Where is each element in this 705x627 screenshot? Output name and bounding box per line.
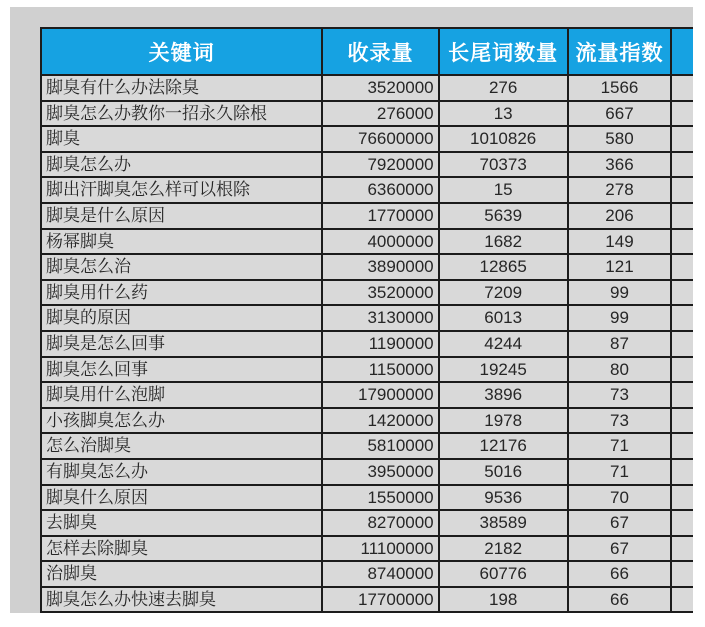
cell-index-volume[interactable]: 1770000 [322,203,438,229]
keyword-table-wrap [40,27,693,617]
cell-index-volume[interactable]: 4000000 [322,229,438,255]
cell-keyword[interactable]: 脚臭的原因 [41,305,322,331]
cell-keyword[interactable]: 脚臭怎么办快速去脚臭 [41,587,322,613]
cell-partial [671,587,693,613]
cell-partial [671,101,693,127]
cell-traffic-index[interactable]: 87 [568,331,672,357]
cell-index-volume[interactable]: 276000 [322,101,438,127]
cell-longtail-count[interactable]: 12176 [439,433,568,459]
cell-partial [671,561,693,587]
cell-index-volume[interactable]: 3520000 [322,75,438,101]
table-row [41,536,693,562]
table-row [41,280,693,306]
cell-traffic-index[interactable]: 71 [568,433,672,459]
cell-keyword[interactable]: 去脚臭 [41,510,322,536]
cell-index-volume[interactable]: 6360000 [322,177,438,203]
cell-traffic-index[interactable]: 67 [568,536,672,562]
cell-keyword[interactable]: 有脚臭怎么办 [41,459,322,485]
cell-keyword[interactable]: 脚臭用什么泡脚 [41,382,322,408]
cell-traffic-index[interactable]: 99 [568,305,672,331]
cell-longtail-count[interactable]: 276 [439,75,568,101]
cell-keyword[interactable]: 怎样去除脚臭 [41,536,322,562]
cell-keyword[interactable]: 脚臭什么原因 [41,485,322,511]
cell-traffic-index[interactable]: 1566 [568,75,672,101]
cell-longtail-count[interactable]: 4244 [439,331,568,357]
cell-longtail-count[interactable]: 1010826 [439,126,568,152]
header-cell-traffic-index[interactable]: 流量指数 [568,28,672,75]
cell-keyword[interactable]: 脚臭怎么回事 [41,357,322,383]
cell-longtail-count[interactable]: 1978 [439,408,568,434]
cell-longtail-count[interactable]: 2182 [439,536,568,562]
cell-longtail-count[interactable]: 5639 [439,203,568,229]
header-cell-partial [671,28,693,75]
table-row [41,203,693,229]
cell-partial [671,126,693,152]
cell-partial [671,305,693,331]
cell-index-volume[interactable]: 8270000 [322,510,438,536]
cell-partial [671,536,693,562]
cell-partial [671,75,693,101]
cell-partial [671,331,693,357]
header-cell-keyword[interactable]: 关键词 [41,28,322,75]
cell-partial [671,177,693,203]
cell-traffic-index[interactable]: 580 [568,126,672,152]
cell-longtail-count[interactable]: 60776 [439,561,568,587]
cell-index-volume[interactable]: 8740000 [322,561,438,587]
cell-partial [671,459,693,485]
cell-longtail-count[interactable]: 70373 [439,152,568,178]
header-cell-longtail-count[interactable]: 长尾词数量 [439,28,568,75]
cell-longtail-count[interactable]: 13 [439,101,568,127]
cell-index-volume[interactable]: 3890000 [322,254,438,280]
cell-traffic-index[interactable]: 73 [568,382,672,408]
table-row [41,75,693,101]
cell-partial [671,203,693,229]
table-row [41,331,693,357]
cell-partial [671,485,693,511]
cell-longtail-count[interactable]: 198 [439,587,568,613]
cell-keyword[interactable]: 杨幂脚臭 [41,229,322,255]
cell-keyword[interactable]: 脚臭怎么办 [41,152,322,178]
table-row [41,408,693,434]
table-row [41,152,693,178]
cell-partial [671,433,693,459]
cell-traffic-index[interactable]: 366 [568,152,672,178]
cell-partial [671,408,693,434]
cell-traffic-index[interactable]: 71 [568,459,672,485]
table-row [41,101,693,127]
cell-partial [671,510,693,536]
cell-traffic-index[interactable]: 206 [568,203,672,229]
cell-longtail-count[interactable]: 38589 [439,510,568,536]
cell-index-volume[interactable]: 3520000 [322,280,438,306]
cell-traffic-index[interactable]: 70 [568,485,672,511]
cell-traffic-index[interactable]: 66 [568,587,672,613]
cell-longtail-count[interactable]: 1682 [439,229,568,255]
table-row [41,561,693,587]
cell-index-volume[interactable]: 1190000 [322,331,438,357]
cell-index-volume[interactable]: 1550000 [322,485,438,511]
table-row [41,485,693,511]
cell-traffic-index[interactable]: 73 [568,408,672,434]
cell-partial [671,382,693,408]
cell-index-volume[interactable]: 76600000 [322,126,438,152]
cell-traffic-index[interactable]: 278 [568,177,672,203]
cell-longtail-count[interactable]: 6013 [439,305,568,331]
cell-traffic-index[interactable]: 67 [568,510,672,536]
table-row [41,254,693,280]
table-row [41,126,693,152]
cell-index-volume[interactable]: 17700000 [322,587,438,613]
cell-longtail-count[interactable]: 15 [439,177,568,203]
keyword-table [40,27,693,613]
cell-keyword[interactable]: 怎么治脚臭 [41,433,322,459]
cell-keyword[interactable]: 脚臭 [41,126,322,152]
cell-keyword[interactable]: 脚出汗脚臭怎么样可以根除 [41,177,322,203]
cell-index-volume[interactable]: 5810000 [322,433,438,459]
cell-partial [671,229,693,255]
cell-longtail-count[interactable]: 12865 [439,254,568,280]
table-row [41,357,693,383]
cell-keyword[interactable]: 脚臭怎么治 [41,254,322,280]
cell-keyword[interactable]: 脚臭用什么药 [41,280,322,306]
cell-longtail-count[interactable]: 9536 [439,485,568,511]
cell-traffic-index[interactable]: 80 [568,357,672,383]
cell-index-volume[interactable]: 17900000 [322,382,438,408]
cell-longtail-count[interactable]: 19245 [439,357,568,383]
cell-index-volume[interactable]: 3950000 [322,459,438,485]
table-row [41,382,693,408]
table-row [41,510,693,536]
cell-index-volume[interactable]: 1420000 [322,408,438,434]
cell-traffic-index[interactable]: 99 [568,280,672,306]
cell-partial [671,357,693,383]
cell-traffic-index[interactable]: 66 [568,561,672,587]
header-row [41,28,693,75]
table-row [41,305,693,331]
cell-traffic-index[interactable]: 667 [568,101,672,127]
table-row [41,433,693,459]
cell-partial [671,280,693,306]
cell-keyword[interactable]: 小孩脚臭怎么办 [41,408,322,434]
cell-index-volume[interactable]: 7920000 [322,152,438,178]
cell-index-volume[interactable]: 3130000 [322,305,438,331]
cell-partial [671,254,693,280]
table-row [41,587,693,613]
table-row [41,177,693,203]
cell-traffic-index[interactable]: 149 [568,229,672,255]
cell-traffic-index[interactable]: 121 [568,254,672,280]
table-row [41,459,693,485]
cell-keyword[interactable]: 脚臭是怎么回事 [41,331,322,357]
cell-keyword[interactable]: 治脚臭 [41,561,322,587]
cell-keyword[interactable]: 脚臭怎么办教你一招永久除根 [41,101,322,127]
cell-keyword[interactable]: 脚臭有什么办法除臭 [41,75,322,101]
cell-keyword[interactable]: 脚臭是什么原因 [41,203,322,229]
cell-index-volume[interactable]: 1150000 [322,357,438,383]
cell-longtail-count[interactable]: 3896 [439,382,568,408]
table-row [41,229,693,255]
cell-partial [671,152,693,178]
header-cell-index-volume[interactable]: 收录量 [322,28,438,75]
cell-longtail-count[interactable]: 7209 [439,280,568,306]
cell-longtail-count[interactable]: 5016 [439,459,568,485]
cell-index-volume[interactable]: 11100000 [322,536,438,562]
